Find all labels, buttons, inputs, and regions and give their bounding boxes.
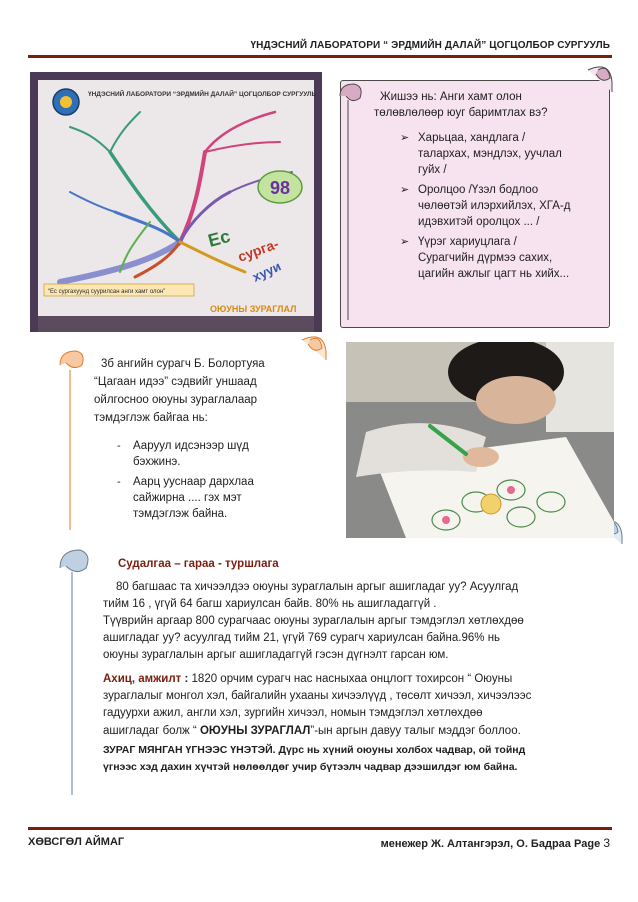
example-item-line: гуйх /: [418, 164, 447, 176]
student-note-item: [117, 438, 249, 470]
poster-word-es: Ес: [205, 225, 233, 251]
achievement-last-start: ашигладаг болж “: [103, 725, 200, 737]
student-intro-line: тэмдэглэж байгаа нь:: [94, 412, 208, 424]
achievement-para-line: зураглалыг монгол хэл, байгалийн ухааны хичээлүүд , төсөлт хичээл, хичээлээс: [103, 690, 532, 702]
student-note-line: бэхжинэ.: [133, 456, 181, 468]
arrow-bullet-icon: ➢: [400, 184, 410, 196]
key-statement-line: ЗУРАГ МЯНГАН ҮГНЭЭС ҮНЭТЭЙ. Дүрс нь хүний оюуны холбох чадвар, ой тойнд: [103, 744, 526, 756]
example-list-item: [400, 130, 562, 178]
footer-authors: [381, 836, 610, 850]
research-para-line: ашигладаг уу? асуулгад тийм 21, үгүй 769 сурагч хариулсан байна.96% нь: [103, 632, 501, 644]
key-statement-line: үгнээс хэд дахин хүчтэй нөлөөлдөг учир бүтээлч чадвар дээшилдэг юм байна.: [103, 761, 518, 773]
example-item-line: Оролцоо /Үзэл бодлоо: [418, 184, 539, 196]
student-note-line: Аарц ууснаар дархлаа: [133, 476, 254, 488]
poster-bottom-text: ОЮУНЫ ЗУРАГЛАЛ: [210, 304, 297, 314]
example-item-line: чөлөөтэй илэрхийлэх, ХГА-д: [418, 200, 571, 212]
example-intro-line-1: Жишээ нь: Анги хамт олон: [380, 91, 522, 103]
poster-word-surga: сурга-: [235, 235, 281, 265]
header-divider: [28, 55, 612, 58]
research-para-line: оюуны зураглалын аргыг ашигладаггүй гэсэн дүгнэлт гарсан юм.: [103, 649, 449, 661]
example-item-line: талархах, мэндлэх, уучлал: [418, 148, 562, 160]
achievement-last-end: ”-ын аргын давуу талыг мэддэг боллоо.: [310, 725, 521, 737]
research-para-line: Түүврийн аргаар 800 сурагчаас оюуны зураглалын аргыг тэмдэглэл хөтлөхдөө: [103, 615, 524, 627]
achievement-label: Ахиц, амжилт: [103, 673, 182, 685]
page-number: 3: [603, 836, 610, 850]
poster-header-text: ҮНДЭСНИЙ ЛАБОРАТОРИ “ЭРДМИЙН ДАЛАЙ” ЦОГЦОЛБОР СУРГУУЛЬ: [88, 91, 317, 98]
example-list-item: [400, 234, 570, 282]
footer-authors-text: менежер Ж. Алтангэрэл, О. Бадраа Page: [380, 838, 601, 850]
poster-word-huui: хууи: [249, 258, 284, 285]
student-intro-line: ойлгосноо оюуны зураглалаар: [94, 394, 258, 406]
dash-bullet: -: [117, 476, 121, 488]
student-note-line: Ааруул идсэнээр шүд: [133, 440, 249, 452]
page-header-title: ҮНДЭСНИЙ ЛАБОРАТОРИ “ ЭРДМИЙН ДАЛАЙ” ЦОГЦОЛБОР СУРГУУЛЬ: [250, 40, 610, 51]
example-item-line: цагийн ажлыг цагт нь хийх...: [418, 268, 570, 280]
example-list-item: [400, 182, 571, 230]
achievement-line: [103, 671, 512, 687]
dash-bullet: -: [117, 440, 121, 452]
student-note-line: сайжирна .... гэх мэт: [133, 492, 242, 504]
student-intro-line: 3б ангийн сурагч Б. Болортуяа: [101, 358, 265, 370]
research-para-line: тийм 16 , үгүй 64 багш хариулсан байв. 80% нь ашигладаггүй .: [103, 598, 437, 610]
achievement-para-line: [103, 723, 521, 739]
arrow-bullet-icon: ➢: [400, 236, 410, 248]
research-para-line: 80 багшаас та хичээлдээ оюуны зураглалын аргыг ашигладаг уу? Асуулгад: [116, 581, 519, 593]
poster-caption: “Ес сургахуунд суурилсан анги хамт олон”: [48, 289, 166, 295]
example-item-line: Харьцаа, хандлага /: [418, 132, 526, 144]
student-note-line: тэмдэглэж байна.: [133, 508, 228, 520]
example-intro-line-2: төлөвлөлөөр юуг баримтлах вэ?: [374, 107, 548, 119]
achievement-colon: :: [181, 673, 192, 685]
student-intro-line: “Цагаан идээ” сэдвийг уншаад: [94, 376, 257, 388]
achievement-text: 1820 орчим сурагч нас насныхаа онцлогт тохирсон “ Оюуны: [191, 673, 513, 685]
mind-map-poster-photo: [30, 72, 322, 332]
achievement-para-line: гадуурхи ажил, англи хэл, зургийн хичээл, номын тэмдэглэл хөтлөхдөө: [103, 707, 483, 719]
arrow-bullet-icon: ➢: [400, 132, 410, 144]
research-heading: Судалгаа – гараа - туршлага: [118, 558, 279, 570]
example-item-line: Үүрэг хариуцлага /: [418, 236, 517, 248]
mind-map-term: ОЮУНЫ ЗУРАГЛАЛ: [199, 725, 311, 737]
example-item-line: Сурагчийн дүрмээ сахих,: [418, 252, 553, 264]
poster-number: 98: [270, 178, 291, 198]
footer-divider: [28, 827, 612, 830]
student-note-item: [117, 474, 254, 522]
child-drawing-photo: [346, 342, 614, 538]
example-item-line: идэвхитэй оролцох ... /: [418, 216, 540, 228]
footer-region: ХӨВСГӨЛ АЙМАГ: [28, 836, 125, 848]
